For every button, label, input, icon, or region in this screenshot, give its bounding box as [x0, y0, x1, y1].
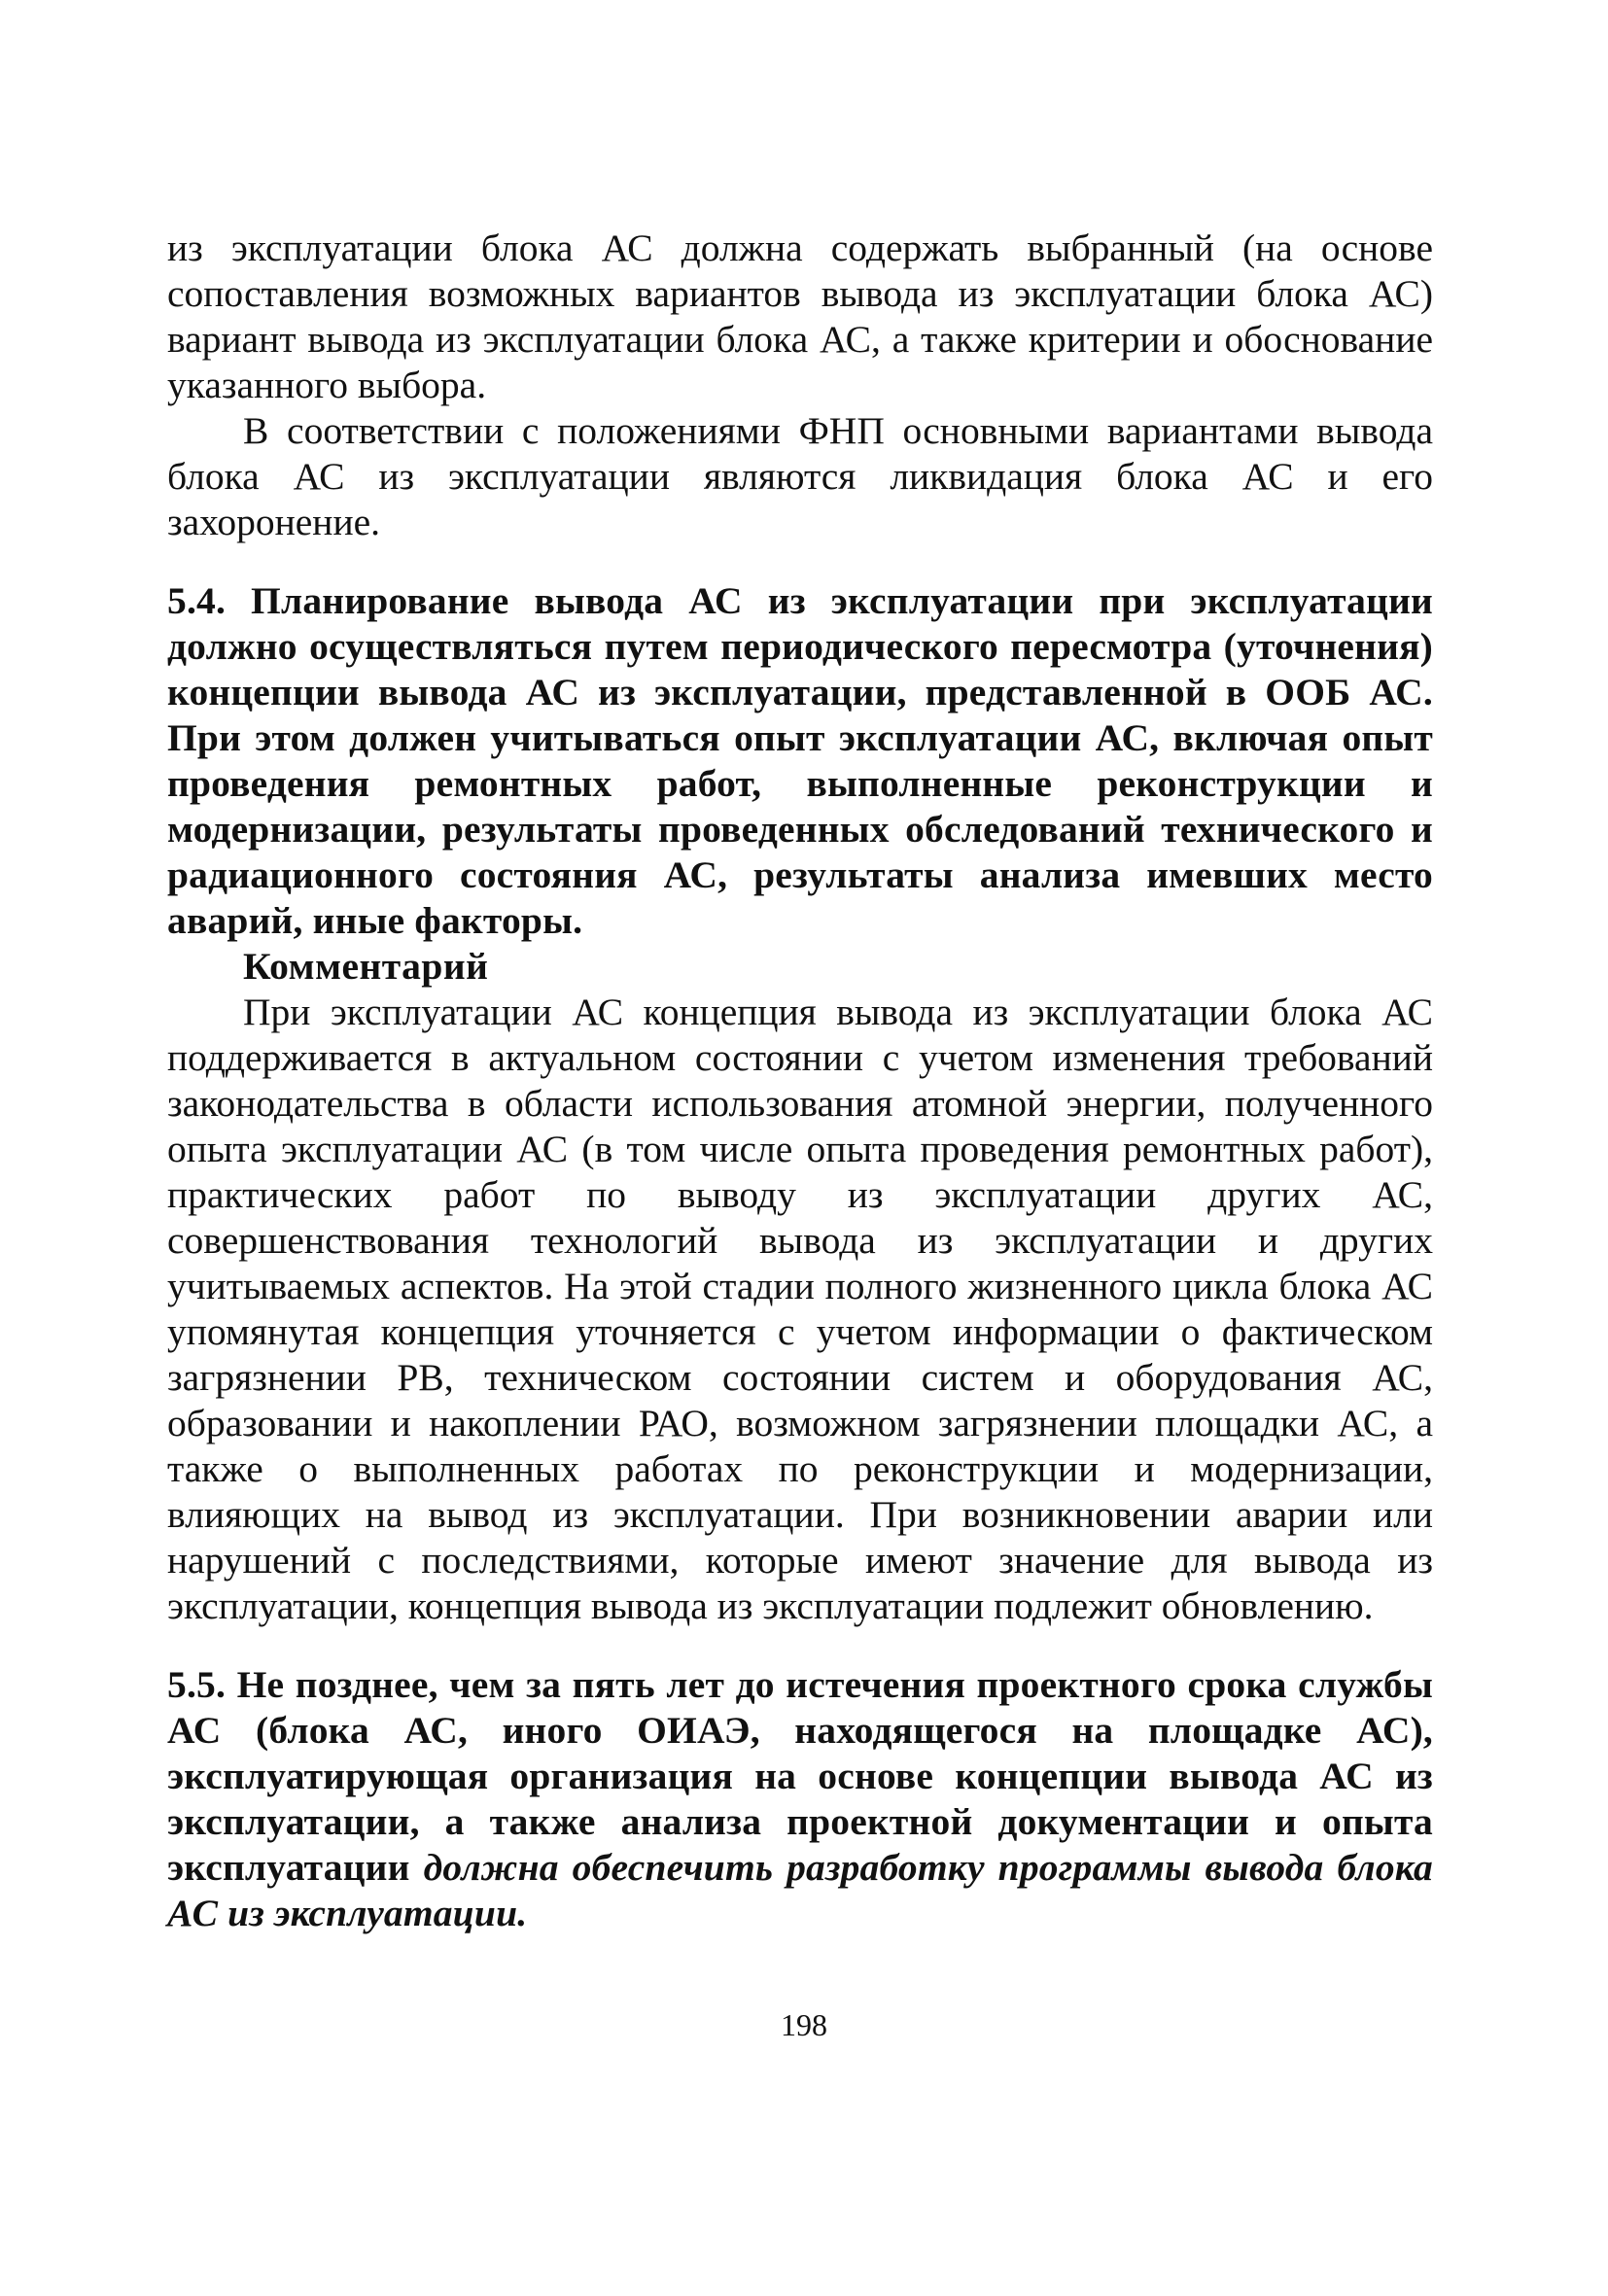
document-page	[167, 226, 1433, 1936]
comment-heading: Комментарий	[243, 945, 489, 988]
paragraph-fnp-variants: В соответствии с положениями ФНП основными вариантами вывода блока АС из эксплуатации являются ликвидация блока АС и его захоронение.	[167, 409, 1433, 543]
paragraph-variant-choice: из эксплуатации блока АС должна содержать выбранный (на основе сопоставления возможных вариантов вывода из эксплуатации блока АС) вариант вывода из эксплуатации блока АС, а также критерии и обоснование указанного выбора.	[167, 226, 1433, 406]
section-5-5	[167, 1662, 1433, 1936]
section-5-5-bold-italic-text: должна обеспечить разработку программы вывода блока АС из эксплуатации.	[167, 1846, 1433, 1934]
section-5-4: 5.4. Планирование вывода АС из эксплуатации при эксплуатации должно осуществляться путем периодического пересмотра (уточнения) концепции вывода АС из эксплуатации, представленной в ООБ АС. При этом должен учитываться опыт эксплуатации АС, включая опыт проведения ремонтных работ, выполненные реконструкции и модернизации, результаты проведенных обследований технического и радиационного состояния АС, результаты анализа имевших место аварий, иные факторы.	[167, 579, 1433, 942]
page-number: 198	[781, 2007, 827, 2042]
comment-text: При эксплуатации АС концепция вывода из эксплуатации блока АС поддерживается в актуальном состоянии с учетом изменения требований законодательства в области использования атомной энергии, полученного опыта эксплуатации АС (в том числе опыта проведения ремонтных работ), практических работ по выводу из эксплуатации других АС, совершенствования технологий вывода из эксплуатации и других учитываемых аспектов. На этой стадии полного жизненного цикла блока АС упомянутая концепция уточняется с учетом информации о фактическом загрязнении РВ, техническом состоянии систем и оборудования АС, образовании и накоплении РАО, возможном загрязнении площадки АС, а также о выполненных работах по реконструкции и модернизации, влияющих на вывод из эксплуатации. При возникновении аварии или нарушений с последствиями, которые имеют значение для вывода из эксплуатации, концепция вывода из эксплуатации подлежит обновлению.	[167, 991, 1433, 1627]
section-5-5-bold-text: 5.5. Не позднее, чем за пять лет до истечения проектного срока службы АС (блока АС, иного ОИАЭ, находящегося на площадке АС), эксплуатирующая организация на основе концепции вывода АС из эксплуатации, а также анализа проектной документации и опыта эксплуатации	[167, 1663, 1433, 1889]
